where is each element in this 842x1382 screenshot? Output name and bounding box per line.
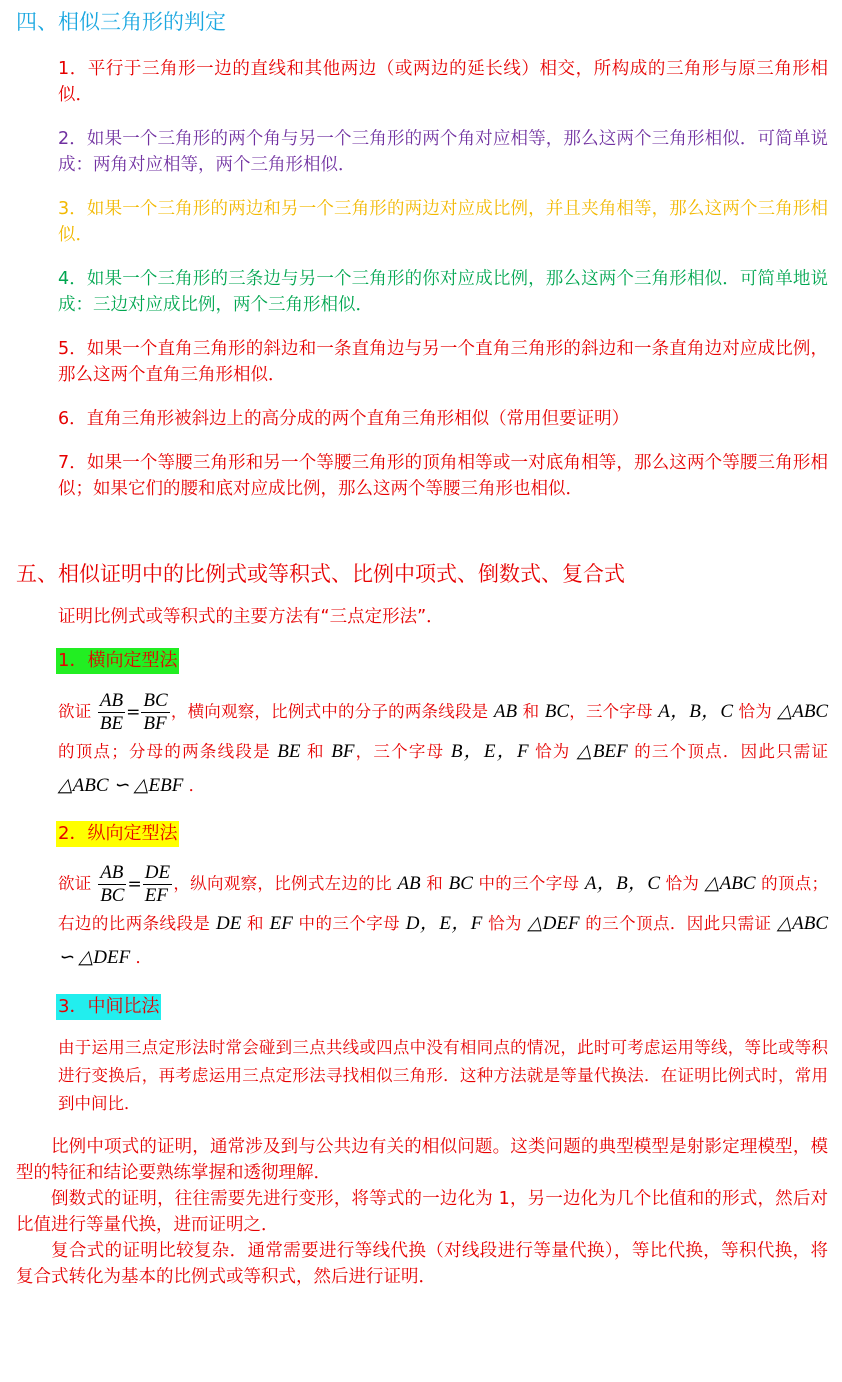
numerator: BC (143, 690, 168, 711)
text: 中的三个字母 (478, 874, 580, 893)
text: ，三个字母 (354, 742, 445, 761)
text: 恰为 (738, 702, 772, 721)
math: AB (493, 701, 518, 722)
criterion-6: 6．直角三角形被斜边上的高分成的两个直角三角形相似（常用但要证明） (58, 409, 630, 429)
method-2-label: 2．纵向定型法 (56, 821, 179, 847)
text: 的三个顶点．因此只需证 (585, 914, 772, 933)
equals-sign: = (127, 874, 142, 895)
math: BF (331, 741, 355, 762)
math: D，E，F (405, 913, 483, 934)
math: BC (544, 701, 570, 722)
fraction (98, 862, 126, 907)
criterion-2: 2．如果一个三角形的两个角与另一个三角形的两个角对应相等，那么这两个三角形相似．可简单说成：两角对应相等，两个三角形相似． (58, 129, 828, 175)
paragraph-compound: 复合式的证明比较复杂．通常需要进行等线代换（对线段进行等量代换），等比代换，等积代换，将复合式转化为基本的比例式或等积式，然后进行证明． (16, 1241, 828, 1287)
text: ． (188, 776, 206, 795)
criterion-3: 3．如果一个三角形的两边和另一个三角形的两边对应成比例，并且夹角相等，那么这两个三角形相似． (58, 199, 828, 245)
math: DE (216, 913, 242, 934)
math: △BEF (577, 741, 628, 762)
text: 的三个顶点．因此只需证 (634, 742, 829, 761)
criterion-1: 1．平行于三角形一边的直线和其他两边（或两边的延长线）相交，所构成的三角形与原三角形相似． (58, 59, 828, 105)
math: EF (269, 913, 293, 934)
section-5-intro: 证明比例式或等积式的主要方法有“三点定形法”． (58, 607, 444, 627)
numerator: AB (99, 690, 124, 711)
math: BE (277, 741, 301, 762)
text: 恰为 (488, 914, 522, 933)
method-1-text (58, 690, 828, 803)
text: 和 (522, 702, 540, 721)
math: △ABC (704, 873, 756, 894)
denominator: BC (100, 885, 125, 906)
text: 的顶点；右边的比两条线段是 (58, 874, 829, 933)
method-2-text (58, 862, 828, 975)
text: ，纵向观察，比例式左边的比 (173, 874, 392, 893)
numerator: DE (144, 862, 171, 883)
fraction (141, 690, 169, 735)
equals-sign: = (126, 702, 141, 723)
text: 和 (426, 874, 444, 893)
math: BC (448, 873, 473, 894)
method-1-label: 1．横向定型法 (56, 648, 179, 674)
math: △ABC ∽ △EBF (58, 775, 184, 796)
math: A，B，C (584, 873, 660, 894)
criterion-4: 4．如果一个三角形的三条边与另一个三角形的你对应成比例，那么这两个三角形相似．可简单地说成：三边对应成比例，两个三角形相似． (58, 269, 828, 315)
text: ，横向观察，比例式中的分子的两条线段是 (170, 702, 489, 721)
denominator: BE (99, 713, 124, 734)
math: AB (397, 873, 421, 894)
math: △DEF (527, 913, 580, 934)
paragraph-reciprocal: 倒数式的证明，往往需要先进行变形，将等式的一边化为 1，另一边化为几个比值和的形式，然后对比值进行等量代换，进而证明之． (16, 1189, 828, 1235)
denominator: BF (143, 713, 167, 734)
text: 中的三个字母 (298, 914, 401, 933)
math: A，B，C (658, 701, 734, 722)
numerator: AB (98, 862, 126, 885)
text: ，三个字母 (569, 702, 653, 721)
math: △ABC ∽ △DEF (58, 913, 829, 968)
section-5-title: 五、相似证明中的比例式或等积式、比例中项式、倒数式、复合式 (16, 562, 625, 586)
text: 的顶点；分母的两条线段是 (58, 742, 271, 761)
denominator: EF (144, 885, 168, 906)
fraction (143, 862, 172, 907)
criterion-7: 7．如果一个等腰三角形和另一个等腰三角形的顶角相等或一对底角相等，那么这两个等腰三角形相似；如果它们的腰和底对应成比例，那么这两个等腰三角形也相似． (58, 453, 828, 499)
text: 和 (247, 914, 264, 933)
text: 欲证 (58, 702, 92, 721)
section-4-title: 四、相似三角形的判定 (16, 10, 226, 34)
method-3-label: 3．中间比法 (56, 994, 161, 1020)
criterion-5: 5．如果一个直角三角形的斜边和一条直角边与另一个直角三角形的斜边和一条直角边对应成比例，那么这两个直角三角形相似． (58, 339, 828, 385)
text: 和 (307, 742, 325, 761)
paragraph-mean-proportional: 比例中项式的证明，通常涉及到与公共边有关的相似问题。这类问题的典型模型是射影定理模型，模型的特征和结论要熟练掌握和透彻理解． (16, 1137, 828, 1183)
method-3-text: 由于运用三点定形法时常会碰到三点共线或四点中没有相同点的情况，此时可考虑运用等线，等比或等积进行变换后，再考虑运用三点定形法寻找相似三角形．这种方法就是等量代换法．在证明比例式时，常用到中间比． (58, 1038, 828, 1113)
text: ． (135, 948, 152, 967)
math: B，E，F (450, 741, 529, 762)
fraction (98, 690, 125, 735)
math: △ABC (777, 701, 829, 722)
text: 恰为 (535, 742, 571, 761)
text: 欲证 (58, 874, 92, 893)
text: 恰为 (665, 874, 700, 893)
